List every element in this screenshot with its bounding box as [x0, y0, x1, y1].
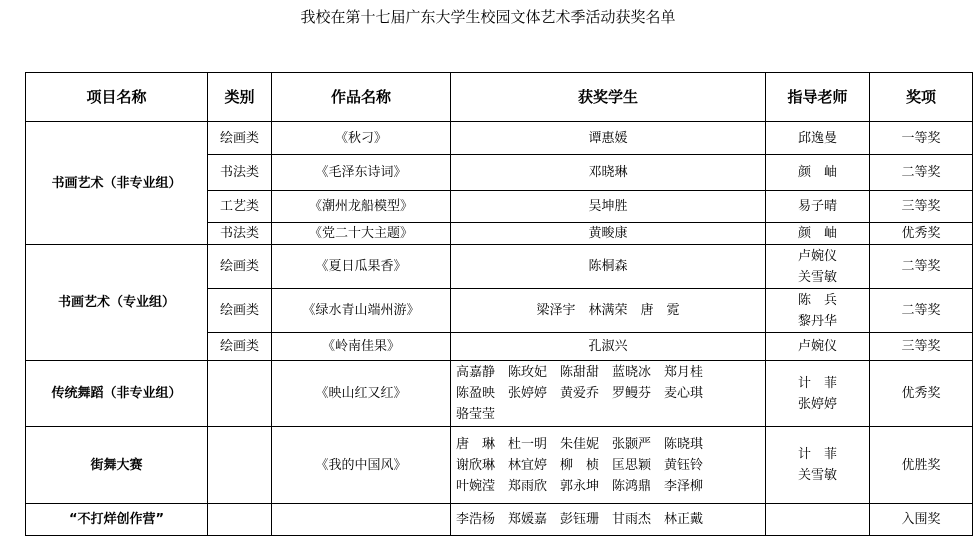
- students-cell: [451, 122, 766, 155]
- project-name-cell: 书画艺术（专业组）: [26, 245, 208, 361]
- award-cell: 优秀奖: [870, 361, 973, 427]
- header-students: 获奖学生: [451, 73, 766, 122]
- teacher-name-line: 卢婉仪: [797, 339, 837, 354]
- teacher-cell: [766, 155, 870, 191]
- student-names-line: 吴坤胜: [588, 199, 628, 214]
- student-names-line: 李浩杨 郑媛嘉 彭钰珊 甘雨杰 林正戴: [456, 512, 704, 527]
- table-row: [26, 427, 973, 504]
- teacher-name-line: 易子晴: [797, 199, 837, 214]
- teacher-name-line: 关雪敏: [797, 468, 837, 483]
- teacher-name-line: 计 菲: [797, 447, 837, 462]
- award-cell: 一等奖: [870, 122, 973, 155]
- work-title-cell: 《我的中国风》: [272, 427, 451, 504]
- project-name-cell: 书画艺术（非专业组）: [26, 122, 208, 245]
- teacher-cell: [766, 289, 870, 333]
- award-cell: 三等奖: [870, 333, 973, 361]
- document-title: 我校在第十七届广东大学生校园文体艺术季活动获奖名单: [300, 8, 676, 26]
- students-cell: [451, 245, 766, 289]
- teacher-name-line: 颜 岫: [797, 165, 837, 180]
- header-teacher: 指导老师: [766, 73, 870, 122]
- work-title-cell: 《映山红又红》: [272, 361, 451, 427]
- student-names-line: 梁泽宇 林满荣 唐 霓: [536, 303, 680, 318]
- students-cell: [451, 223, 766, 245]
- header-work: 作品名称: [272, 73, 451, 122]
- category-cell: 工艺类: [208, 191, 272, 223]
- students-cell: [451, 191, 766, 223]
- teacher-cell: [766, 361, 870, 427]
- students-cell: [451, 289, 766, 333]
- student-names-line: 谢欣琳 林宜婷 柳 桢 匡思颖 黄钰铃: [456, 457, 704, 473]
- project-name-cell: 传统舞蹈（非专业组）: [26, 361, 208, 427]
- student-names-line: 陈桐森: [588, 259, 628, 274]
- work-title-cell: 《毛泽东诗词》: [272, 155, 451, 191]
- teacher-cell: [766, 333, 870, 361]
- teacher-name-line: 陈 兵: [797, 292, 837, 308]
- award-cell: 二等奖: [870, 155, 973, 191]
- student-names-line: 高嘉静 陈玫妃 陈甜甜 蓝晓冰 郑月桂: [456, 365, 704, 380]
- student-names-line: 邓晓琳: [588, 165, 628, 180]
- teacher-cell: [766, 191, 870, 223]
- category-cell: 绘画类: [208, 333, 272, 361]
- teacher-cell: [766, 245, 870, 289]
- students-cell: [451, 504, 766, 536]
- teacher-cell: [766, 223, 870, 245]
- project-name-cell: “不打烊创作营”: [26, 504, 208, 536]
- work-title-cell: 《岭南佳果》: [272, 333, 451, 361]
- teacher-cell: [766, 504, 870, 536]
- table-row: [26, 122, 973, 155]
- student-names-line: 黄畯康: [588, 226, 628, 241]
- work-title-cell: [272, 504, 451, 536]
- teacher-name-line: 张婷婷: [797, 396, 837, 412]
- students-cell: [451, 427, 766, 504]
- student-names-line: 叶婉滢 郑雨欣 郭永坤 陈鸿鼎 李泽柳: [456, 478, 704, 494]
- category-cell: 绘画类: [208, 245, 272, 289]
- work-title-cell: 《绿水青山端州游》: [272, 289, 451, 333]
- award-cell: 入围奖: [870, 504, 973, 536]
- teacher-name-line: 关雪敏: [797, 269, 837, 285]
- work-title-cell: 《夏日瓜果香》: [272, 245, 451, 289]
- header-row: [26, 73, 973, 122]
- work-title-cell: 《党二十大主题》: [272, 223, 451, 245]
- student-names-line: 唐 琳 杜一明 朱佳妮 张颢严 陈晓琪: [456, 436, 704, 452]
- teacher-name-line: 颜 岫: [797, 226, 837, 241]
- awards-table: [25, 72, 973, 536]
- student-names-line: 骆莹莹: [456, 407, 496, 422]
- table-body: [26, 122, 973, 536]
- student-names-line: 谭惠媛: [588, 130, 628, 146]
- category-cell: 绘画类: [208, 122, 272, 155]
- table-row: [26, 504, 973, 536]
- students-cell: [451, 333, 766, 361]
- award-cell: 优秀奖: [870, 223, 973, 245]
- project-name-cell: 街舞大赛: [26, 427, 208, 504]
- award-cell: 优胜奖: [870, 427, 973, 504]
- award-cell: 二等奖: [870, 289, 973, 333]
- table-row: [26, 245, 973, 289]
- teacher-name-line: 邱逸曼: [797, 130, 837, 146]
- student-names-line: 陈盈映 张婷婷 黄爱乔 罗鳗芬 麦心琪: [456, 386, 704, 401]
- category-cell: [208, 361, 272, 427]
- work-title-cell: 《秋刁》: [272, 122, 451, 155]
- header-project: 项目名称: [26, 73, 208, 122]
- teacher-name-line: 黎丹华: [797, 313, 837, 329]
- work-title-cell: 《潮州龙船模型》: [272, 191, 451, 223]
- student-names-line: 孔淑兴: [588, 339, 628, 354]
- header-award: 奖项: [870, 73, 973, 122]
- category-cell: [208, 504, 272, 536]
- table-row: [26, 361, 973, 427]
- students-cell: [451, 155, 766, 191]
- award-cell: 三等奖: [870, 191, 973, 223]
- category-cell: [208, 427, 272, 504]
- award-cell: 二等奖: [870, 245, 973, 289]
- category-cell: 书法类: [208, 223, 272, 245]
- teacher-cell: [766, 122, 870, 155]
- header-category: 类别: [208, 73, 272, 122]
- teacher-name-line: 卢婉仪: [797, 248, 837, 264]
- category-cell: 绘画类: [208, 289, 272, 333]
- students-cell: [451, 361, 766, 427]
- teacher-cell: [766, 427, 870, 504]
- category-cell: 书法类: [208, 155, 272, 191]
- teacher-name-line: 计 菲: [797, 375, 837, 391]
